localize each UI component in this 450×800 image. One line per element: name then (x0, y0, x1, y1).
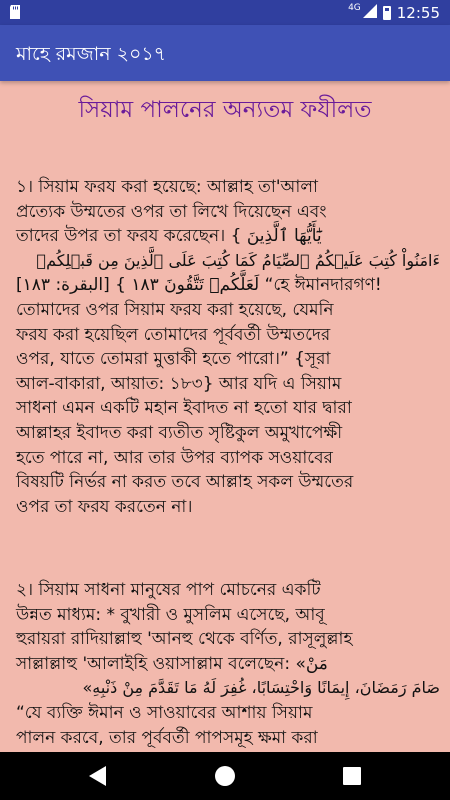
paragraph-line: ফরয করা হয়েছিল তোমাদের পূর্ববর্তী উম্মতদের (16, 324, 331, 345)
paragraph-line: তাদের উপর তা ফরয করেছেন। { يَٰٓأَيُّهَا ٱلَّذِينَ (16, 226, 322, 247)
network-type: 4G (348, 3, 361, 13)
arabic-verse-line: ءَامَنُواْ كُتِبَ عَلَيۡكُمُ ٱلصِّيَامُ كَمَا كُتِبَ عَلَى ٱلَّذِينَ مِن قَبۡلِكُمۡ (36, 250, 440, 270)
article-paragraph-1 (16, 175, 440, 519)
navigation-bar (0, 752, 450, 800)
paragraph-line: “যে ব্যক্তি ঈমান ও সাওয়াবের আশায় সিয়াম (16, 702, 313, 723)
paragraph-line: ওপর, যাতে তোমরা মুত্তাকী হতে পারো।” {সূরা (16, 349, 331, 370)
article-heading: সিয়াম পালনের অন্যতম ফযীলত (78, 97, 372, 123)
recents-icon[interactable] (340, 764, 364, 788)
back-icon[interactable] (86, 764, 110, 788)
paragraph-line: আল-বাকারা, আয়াত: ১৮৩} আর যদি এ সিয়াম (16, 373, 342, 394)
app-bar (0, 25, 450, 81)
battery-icon (383, 6, 391, 20)
article-content[interactable] (0, 81, 450, 752)
paragraph-line: হতে পারে না, আর তার উপর ব্যাপক সওয়াবের (16, 447, 333, 468)
paragraph-line: সাল্লাল্লাহু 'আলাইহি ওয়াসাল্লাম বলেছেন: «مَنْ (16, 653, 328, 674)
paragraph-line: সাধনা এমন একটি মহান ইবাদত না হতো যার দ্বারা (16, 398, 352, 419)
paragraph-line: ওপর তা ফরয করতেন না। (16, 496, 193, 517)
paragraph-line: ২। সিয়াম সাধনা মানুষের পাপ মোচনের একটি (16, 580, 321, 600)
paragraph-line: বিষয়টি নির্ভর না করত তবে আল্লাহ সকল উম্মতের (16, 472, 354, 493)
home-icon[interactable] (213, 764, 237, 788)
status-indicators (348, 3, 440, 23)
app-title: মাহে রমজান ২০১৭ (16, 43, 166, 65)
paragraph-line: আল্লাহর ইবাদত করা ব্যতীত সৃষ্টিকুল অমুখাপেক্ষী (16, 422, 343, 443)
status-bar (0, 0, 450, 25)
clock: 12:55 (396, 4, 440, 22)
paragraph-line: প্রত্যেক উম্মতের ওপর তা লিখে দিয়েছেন এবং (16, 201, 327, 222)
paragraph-line: হুরায়রা রাদিয়াল্লাহু 'আনহু থেকে বর্ণিত, রাসূলুল্লাহ (16, 629, 353, 650)
article-paragraph-2 (16, 578, 440, 750)
paragraph-line: উন্নত মাধ্যম: * বুখারী ও মুসলিম এসেছে, আবূ (16, 604, 325, 625)
signal-icon (363, 4, 377, 22)
paragraph-line: পালন করবে, তার পূর্ববর্তী পাপসমূহ ক্ষমা করা (16, 727, 318, 748)
paragraph-line: তোমাদের ওপর সিয়াম ফরয করা হয়েছে, যেমনি (16, 299, 334, 320)
sd-card-icon (8, 4, 22, 24)
arabic-hadith-line: صَامَ رَمَضَانَ، إِيمَانًا وَاحْتِسَابًا، غُفِرَ لَهُ مَا تَقَدَّمَ مِنْ ذَنْبِهِ» (82, 678, 440, 698)
paragraph-line: لَعَلَّكُمۡ تَتَّقُونَ ١٨٣ } [البقرة: ١٨٣] “হে ঈমানদারগণ! (16, 275, 382, 296)
paragraph-line: ১। সিয়াম ফরয করা হয়েছে: আল্লাহ তা'আলা (16, 177, 318, 197)
